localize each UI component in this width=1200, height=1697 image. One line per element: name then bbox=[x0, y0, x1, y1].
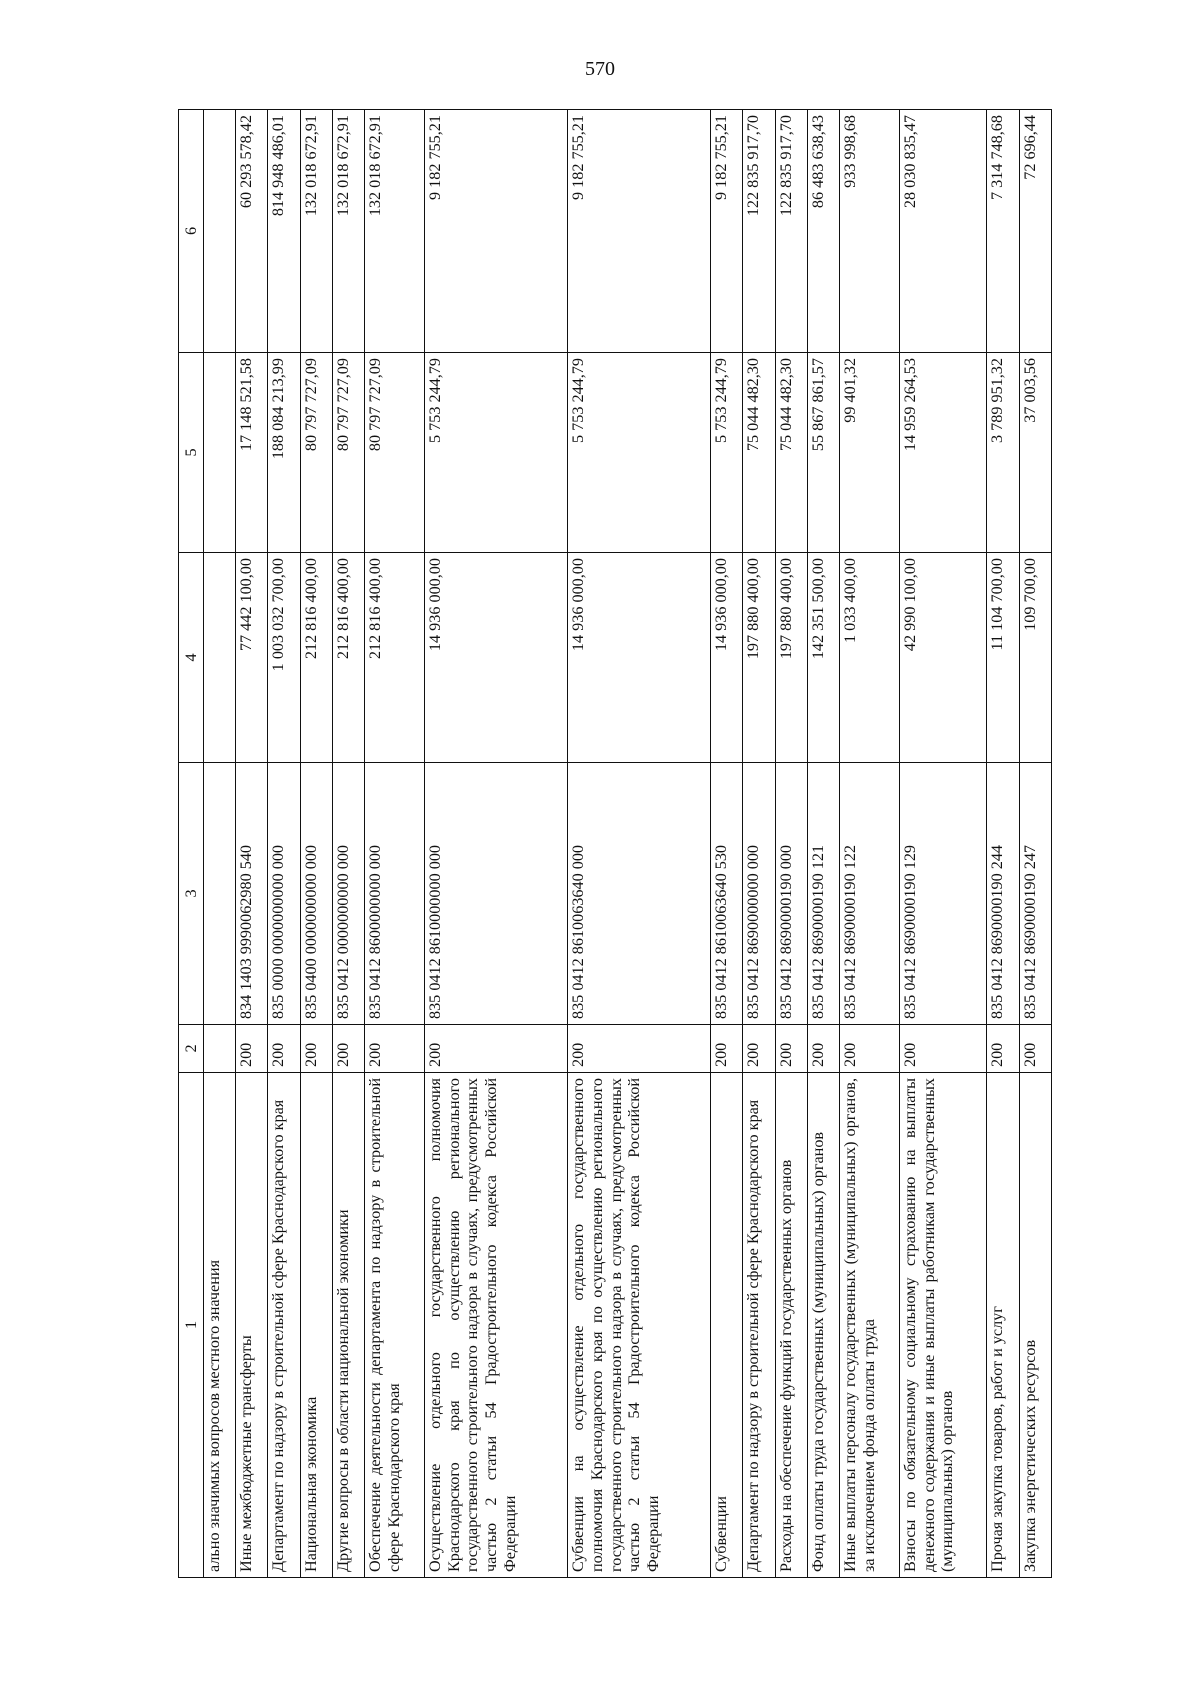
row-name: Другие вопросы в области национальной экономики bbox=[332, 1073, 364, 1578]
row-code: 200 bbox=[332, 1025, 364, 1073]
row-exec-value: 80 797 727,09 bbox=[300, 353, 332, 553]
table-row bbox=[711, 110, 743, 1578]
table-row bbox=[268, 110, 300, 1578]
row-plan-value: 1 003 032 700,00 bbox=[268, 553, 300, 763]
row-exec-value: 5 753 244,79 bbox=[711, 353, 743, 553]
page-number: 570 bbox=[585, 58, 615, 80]
row-code: 200 bbox=[268, 1025, 300, 1073]
budget-table bbox=[178, 109, 1052, 1578]
table-row bbox=[204, 110, 236, 1578]
row-code: 200 bbox=[300, 1025, 332, 1073]
row-name: Субвенции на осуществление отдельного государственного полномочия Краснодарского края по осуществлению регионального государственного строительного надзора в случаях, предусмотренных частью 2 статьи 54 Градостроительного кодекса Российской Федерации bbox=[567, 1073, 710, 1578]
table-row bbox=[839, 110, 899, 1578]
row-plan-value: 77 442 100,00 bbox=[236, 553, 268, 763]
row-kbk: 835 0412 8600000000 000 bbox=[364, 763, 424, 1025]
row-plan-value: 212 816 400,00 bbox=[332, 553, 364, 763]
row-rest-value: 9 182 755,21 bbox=[711, 110, 743, 353]
row-rest-value: 122 835 917,70 bbox=[743, 110, 775, 353]
col-header-5: 5 bbox=[179, 353, 204, 553]
row-kbk: 835 0412 8610000000 000 bbox=[424, 763, 567, 1025]
row-kbk: 835 0412 0000000000 000 bbox=[332, 763, 364, 1025]
header-row bbox=[179, 110, 204, 1578]
row-code: 200 bbox=[424, 1025, 567, 1073]
row-name: Фонд оплаты труда государственных (муниципальных) органов bbox=[807, 1073, 839, 1578]
row-rest-value: 9 182 755,21 bbox=[424, 110, 567, 353]
table-row bbox=[424, 110, 567, 1578]
table-row bbox=[567, 110, 710, 1578]
row-name: Прочая закупка товаров, работ и услуг bbox=[987, 1073, 1019, 1578]
row-kbk bbox=[204, 763, 236, 1025]
row-rest-value: 132 018 672,91 bbox=[364, 110, 424, 353]
row-exec-value: 5 753 244,79 bbox=[424, 353, 567, 553]
row-exec-value: 17 148 521,58 bbox=[236, 353, 268, 553]
row-plan-value: 14 936 000,00 bbox=[424, 553, 567, 763]
table-row bbox=[1019, 110, 1051, 1578]
row-exec-value: 99 401,32 bbox=[839, 353, 899, 553]
row-kbk: 835 0412 8610063640 530 bbox=[711, 763, 743, 1025]
row-exec-value: 188 084 213,99 bbox=[268, 353, 300, 553]
table-row bbox=[743, 110, 775, 1578]
col-header-6: 6 bbox=[179, 110, 204, 353]
table-row bbox=[807, 110, 839, 1578]
row-name: Закупка энергетических ресурсов bbox=[1019, 1073, 1051, 1578]
row-exec-value: 80 797 727,09 bbox=[332, 353, 364, 553]
table-row bbox=[987, 110, 1019, 1578]
row-code: 200 bbox=[987, 1025, 1019, 1073]
row-rest-value: 60 293 578,42 bbox=[236, 110, 268, 353]
row-name: Субвенции bbox=[711, 1073, 743, 1578]
table-row bbox=[300, 110, 332, 1578]
table-row bbox=[775, 110, 807, 1578]
row-exec-value: 55 867 861,57 bbox=[807, 353, 839, 553]
row-name: Департамент по надзору в строительной сфере Краснодарского края bbox=[743, 1073, 775, 1578]
row-kbk: 835 0412 8690000190 247 bbox=[1019, 763, 1051, 1025]
row-name: Осуществление отдельного государственного полномочия Краснодарского края по осуществлению регионального государственного строительного надзора в случаях, предусмотренных частью 2 статьи 54 Градостроительного кодекса Российской Федерации bbox=[424, 1073, 567, 1578]
row-code: 200 bbox=[899, 1025, 987, 1073]
row-code: 200 bbox=[839, 1025, 899, 1073]
row-kbk: 835 0412 8690000190 122 bbox=[839, 763, 899, 1025]
col-header-1: 1 bbox=[179, 1073, 204, 1578]
row-rest-value: 132 018 672,91 bbox=[332, 110, 364, 353]
row-kbk: 835 0412 8690000190 244 bbox=[987, 763, 1019, 1025]
row-kbk: 835 0000 0000000000 000 bbox=[268, 763, 300, 1025]
table-row bbox=[236, 110, 268, 1578]
row-kbk: 835 0412 8690000190 121 bbox=[807, 763, 839, 1025]
row-plan-value: 14 936 000,00 bbox=[711, 553, 743, 763]
col-header-4: 4 bbox=[179, 553, 204, 763]
row-exec-value: 75 044 482,30 bbox=[743, 353, 775, 553]
table-row bbox=[364, 110, 424, 1578]
table-row bbox=[899, 110, 987, 1578]
row-kbk: 835 0400 0000000000 000 bbox=[300, 763, 332, 1025]
row-plan-value: 1 033 400,00 bbox=[839, 553, 899, 763]
row-name: Расходы на обеспечение функций государственных органов bbox=[775, 1073, 807, 1578]
row-name: Взносы по обязательному социальному страхованию на выплаты денежного содержания и иные выплаты работникам государственных (муниципальных) органов bbox=[899, 1073, 987, 1578]
row-plan-value bbox=[204, 553, 236, 763]
row-kbk: 835 0412 8610063640 000 bbox=[567, 763, 710, 1025]
row-plan-value: 212 816 400,00 bbox=[300, 553, 332, 763]
row-plan-value: 212 816 400,00 bbox=[364, 553, 424, 763]
row-rest-value bbox=[204, 110, 236, 353]
row-name: ально значимых вопросов местного значения bbox=[204, 1073, 236, 1578]
row-name: Департамент по надзору в строительной сфере Краснодарского края bbox=[268, 1073, 300, 1578]
row-rest-value: 86 483 638,43 bbox=[807, 110, 839, 353]
row-rest-value: 814 948 486,01 bbox=[268, 110, 300, 353]
row-kbk: 835 0412 8690000190 129 bbox=[899, 763, 987, 1025]
row-exec-value: 75 044 482,30 bbox=[775, 353, 807, 553]
row-kbk: 834 1403 9990062980 540 bbox=[236, 763, 268, 1025]
row-code bbox=[204, 1025, 236, 1073]
row-exec-value: 14 959 264,53 bbox=[899, 353, 987, 553]
row-kbk: 835 0412 8690000000 000 bbox=[743, 763, 775, 1025]
row-name: Национальная экономика bbox=[300, 1073, 332, 1578]
row-plan-value: 197 880 400,00 bbox=[743, 553, 775, 763]
row-rest-value: 933 998,68 bbox=[839, 110, 899, 353]
row-exec-value: 80 797 727,09 bbox=[364, 353, 424, 553]
row-code: 200 bbox=[567, 1025, 710, 1073]
row-rest-value: 28 030 835,47 bbox=[899, 110, 987, 353]
row-name: Иные выплаты персоналу государственных (муниципальных) органов, за исключением фонда оплаты труда bbox=[839, 1073, 899, 1578]
row-kbk: 835 0412 8690000190 000 bbox=[775, 763, 807, 1025]
row-rest-value: 9 182 755,21 bbox=[567, 110, 710, 353]
row-name: Иные межбюджетные трансферты bbox=[236, 1073, 268, 1578]
table-row bbox=[332, 110, 364, 1578]
row-plan-value: 42 990 100,00 bbox=[899, 553, 987, 763]
row-code: 200 bbox=[807, 1025, 839, 1073]
row-exec-value: 5 753 244,79 bbox=[567, 353, 710, 553]
col-header-2: 2 bbox=[179, 1025, 204, 1073]
table-body bbox=[204, 110, 1052, 1578]
row-exec-value: 3 789 951,32 bbox=[987, 353, 1019, 553]
row-code: 200 bbox=[236, 1025, 268, 1073]
row-rest-value: 122 835 917,70 bbox=[775, 110, 807, 353]
rotated-table-container bbox=[178, 110, 1052, 1578]
row-exec-value bbox=[204, 353, 236, 553]
row-exec-value: 37 003,56 bbox=[1019, 353, 1051, 553]
row-rest-value: 72 696,44 bbox=[1019, 110, 1051, 353]
row-plan-value: 109 700,00 bbox=[1019, 553, 1051, 763]
row-plan-value: 142 351 500,00 bbox=[807, 553, 839, 763]
row-code: 200 bbox=[1019, 1025, 1051, 1073]
row-rest-value: 7 314 748,68 bbox=[987, 110, 1019, 353]
row-code: 200 bbox=[711, 1025, 743, 1073]
row-name: Обеспечение деятельности департамента по надзору в строительной сфере Краснодарского края bbox=[364, 1073, 424, 1578]
row-plan-value: 197 880 400,00 bbox=[775, 553, 807, 763]
row-plan-value: 14 936 000,00 bbox=[567, 553, 710, 763]
row-code: 200 bbox=[743, 1025, 775, 1073]
row-code: 200 bbox=[775, 1025, 807, 1073]
row-code: 200 bbox=[364, 1025, 424, 1073]
row-plan-value: 11 104 700,00 bbox=[987, 553, 1019, 763]
row-rest-value: 132 018 672,91 bbox=[300, 110, 332, 353]
col-header-3: 3 bbox=[179, 763, 204, 1025]
